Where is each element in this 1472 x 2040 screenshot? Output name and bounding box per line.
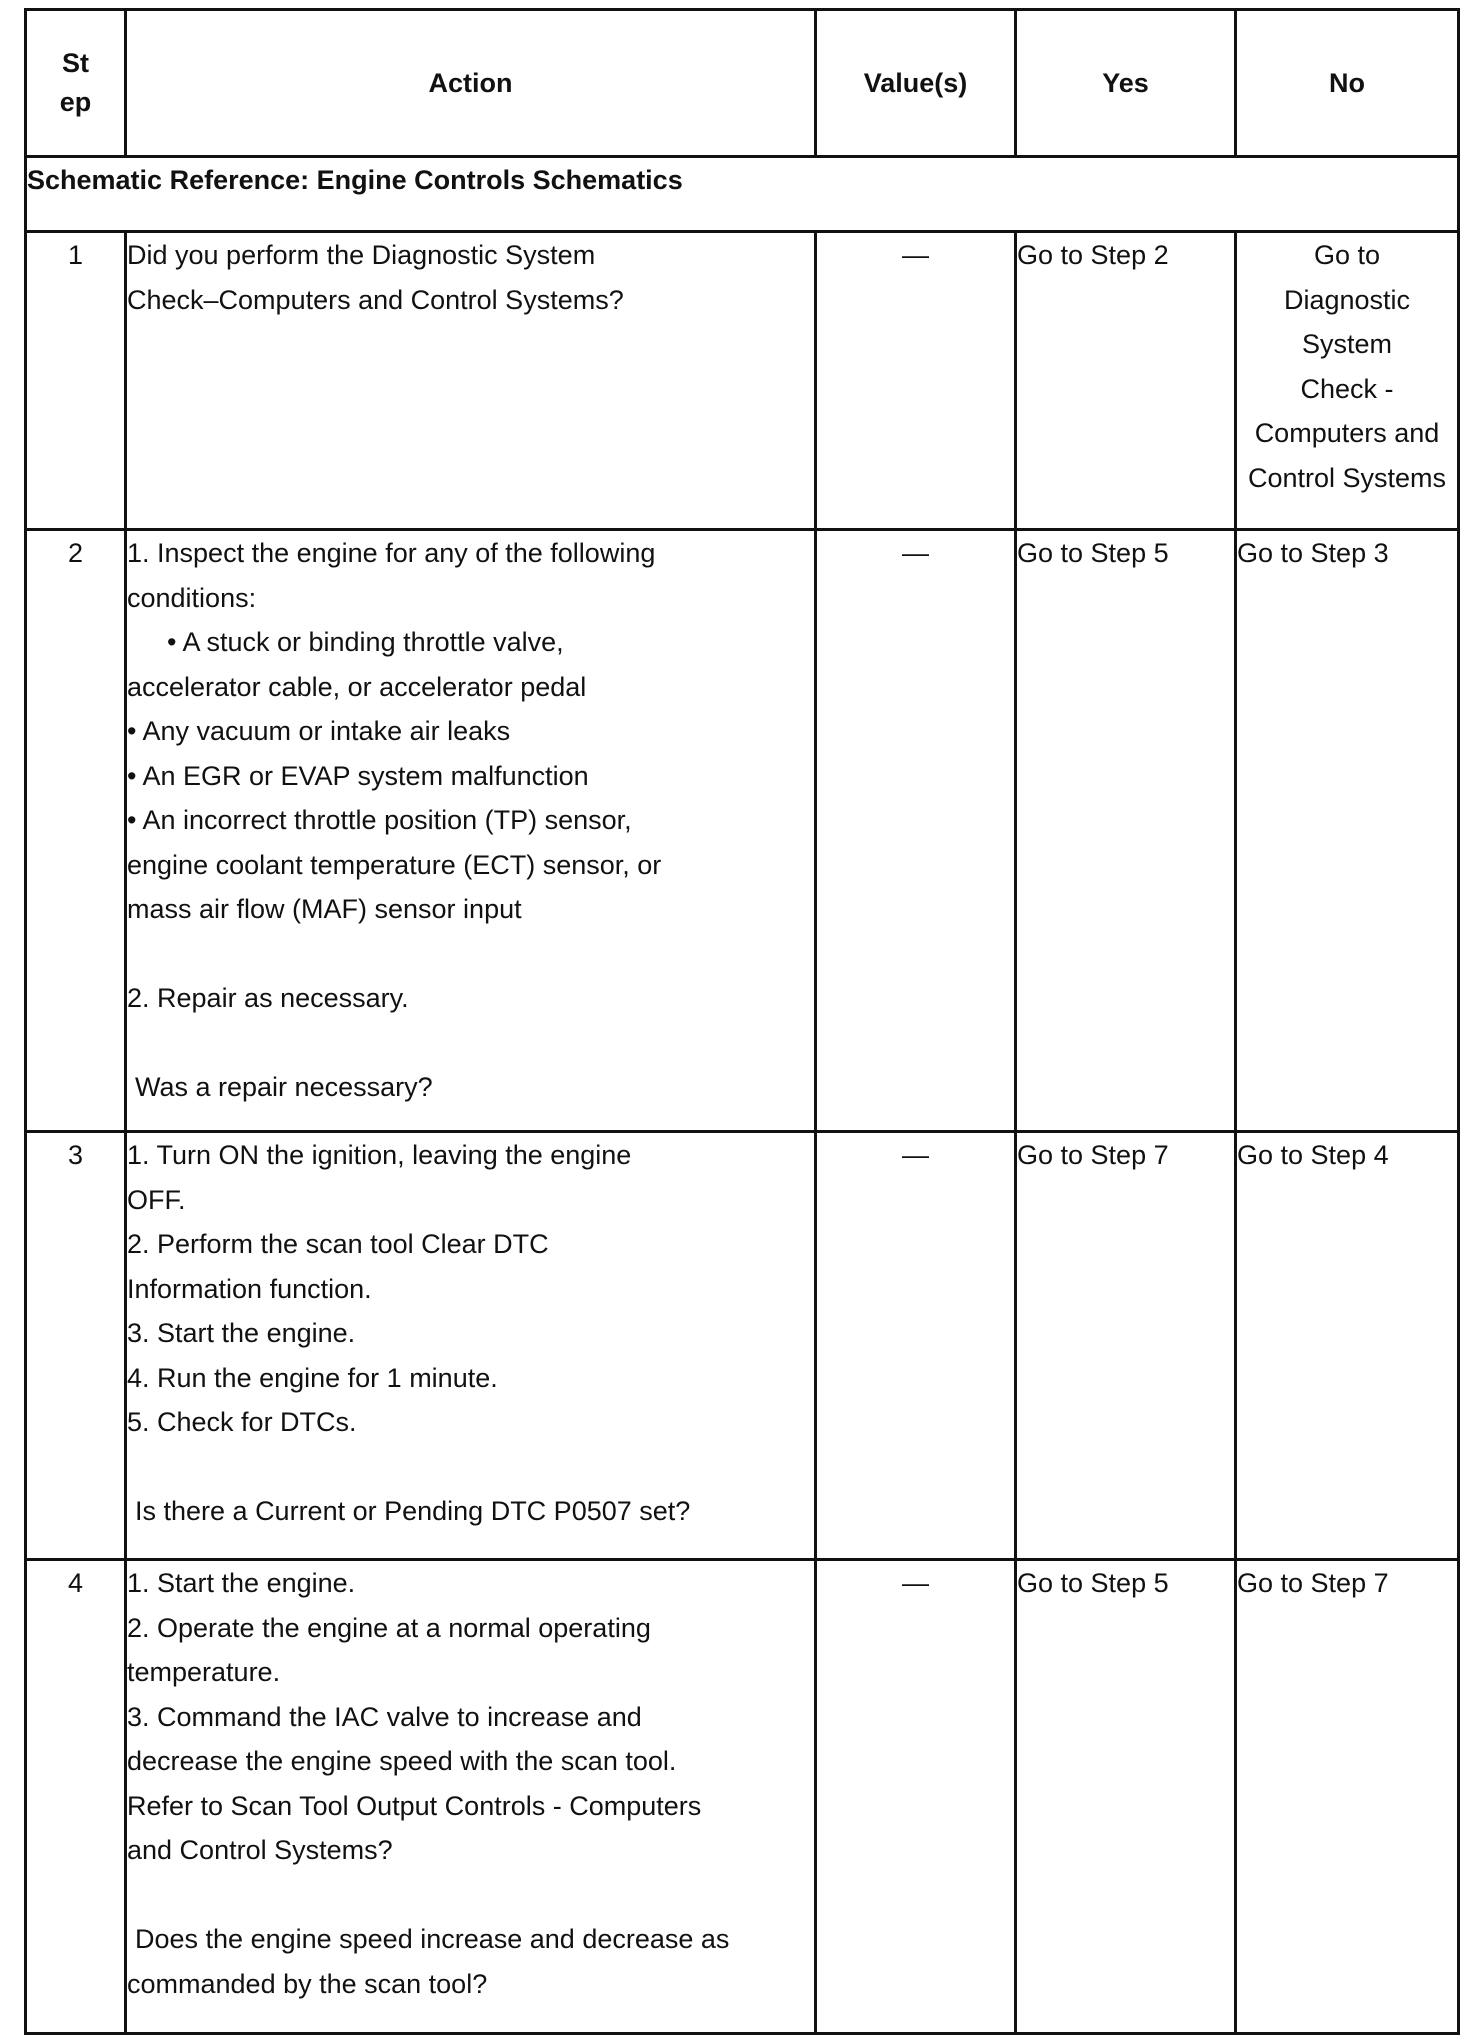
step-number: 1 <box>26 232 126 530</box>
header-row <box>26 10 1459 157</box>
action-line: 3. Command the IAC valve to increase and <box>127 1701 642 1732</box>
header-values: Value(s) <box>816 10 1016 157</box>
step-value: — <box>816 1560 1016 2034</box>
action-line: • Any vacuum or intake air leaks <box>127 716 511 746</box>
section-row <box>26 157 1459 232</box>
step-action <box>126 232 816 530</box>
step-question: Does the engine speed increase and decrease as <box>135 1924 730 1954</box>
action-line: • An incorrect throttle position (TP) sensor, <box>127 805 632 835</box>
step-row-4 <box>26 1560 1459 2034</box>
header-step: St ep <box>26 10 126 157</box>
action-line: temperature. <box>127 1657 281 1687</box>
action-line: Refer to Scan Tool Output Controls - Computers <box>127 1790 702 1821</box>
action-line: mass air flow (MAF) sensor input <box>127 894 522 924</box>
action-line: accelerator cable, or accelerator pedal <box>127 671 587 702</box>
step-no <box>1236 232 1459 530</box>
step-yes: Go to Step 2 <box>1016 232 1236 530</box>
action-line: decrease the engine speed with the scan tool. <box>127 1746 677 1776</box>
action-line: 1. Start the engine. <box>127 1568 356 1598</box>
no-line: Check - <box>1300 373 1394 404</box>
action-line: 1. Inspect the engine for any of the following <box>127 538 656 568</box>
action-line: • A stuck or binding throttle valve, <box>167 627 564 657</box>
action-line: Did you perform the Diagnostic System <box>127 240 596 270</box>
step-yes: Go to Step 5 <box>1016 1560 1236 2034</box>
step-no: Go to Step 7 <box>1236 1560 1459 2034</box>
action-line: 2. Repair as necessary. <box>127 983 409 1013</box>
step-value: — <box>816 232 1016 530</box>
no-line: Go to <box>1313 240 1381 270</box>
step-action <box>126 530 816 1132</box>
step-question: Was a repair necessary? <box>135 1072 433 1102</box>
action-line: engine coolant temperature (ECT) sensor, or <box>127 849 662 880</box>
no-line: System <box>1301 329 1393 359</box>
header-no: No <box>1236 10 1459 157</box>
header-action: Action <box>126 10 816 157</box>
section-title: Schematic Reference: Engine Controls Schematics <box>26 157 1459 232</box>
action-line: conditions: <box>127 582 257 613</box>
action-line: OFF. <box>127 1184 186 1215</box>
action-line: Check–Computers and Control Systems? <box>127 284 624 315</box>
action-line: 4. Run the engine for 1 minute. <box>127 1362 498 1393</box>
diagnostic-table <box>24 8 1460 2035</box>
step-number: 4 <box>26 1560 126 2034</box>
header-yes: Yes <box>1016 10 1236 157</box>
action-line: 2. Operate the engine at a normal operating <box>127 1612 651 1643</box>
no-line: Diagnostic <box>1283 284 1411 315</box>
step-number: 3 <box>26 1132 126 1560</box>
action-line: 5. Check for DTCs. <box>127 1407 357 1437</box>
step-value: — <box>816 530 1016 1132</box>
step-number: 2 <box>26 530 126 1132</box>
action-line: Information function. <box>127 1273 372 1304</box>
step-no: Go to Step 3 <box>1236 530 1459 1132</box>
step-action <box>126 1132 816 1560</box>
step-row-2 <box>26 530 1459 1132</box>
no-line: Control Systems <box>1247 462 1447 493</box>
step-question: Is there a Current or Pending DTC P0507 set? <box>135 1496 691 1526</box>
action-line: 1. Turn ON the ignition, leaving the engine <box>127 1140 632 1170</box>
step-row-3 <box>26 1132 1459 1560</box>
step-no: Go to Step 4 <box>1236 1132 1459 1560</box>
step-question: commanded by the scan tool? <box>127 1968 488 1999</box>
step-action <box>126 1560 816 2034</box>
action-line: and Control Systems? <box>127 1835 393 1865</box>
action-line: 3. Start the engine. <box>127 1318 356 1348</box>
step-row-1 <box>26 232 1459 530</box>
step-yes: Go to Step 7 <box>1016 1132 1236 1560</box>
step-yes: Go to Step 5 <box>1016 530 1236 1132</box>
action-line: 2. Perform the scan tool Clear DTC <box>127 1229 549 1259</box>
no-line: Computers and <box>1254 418 1440 448</box>
step-value: — <box>816 1132 1016 1560</box>
action-line: • An EGR or EVAP system malfunction <box>127 760 589 791</box>
